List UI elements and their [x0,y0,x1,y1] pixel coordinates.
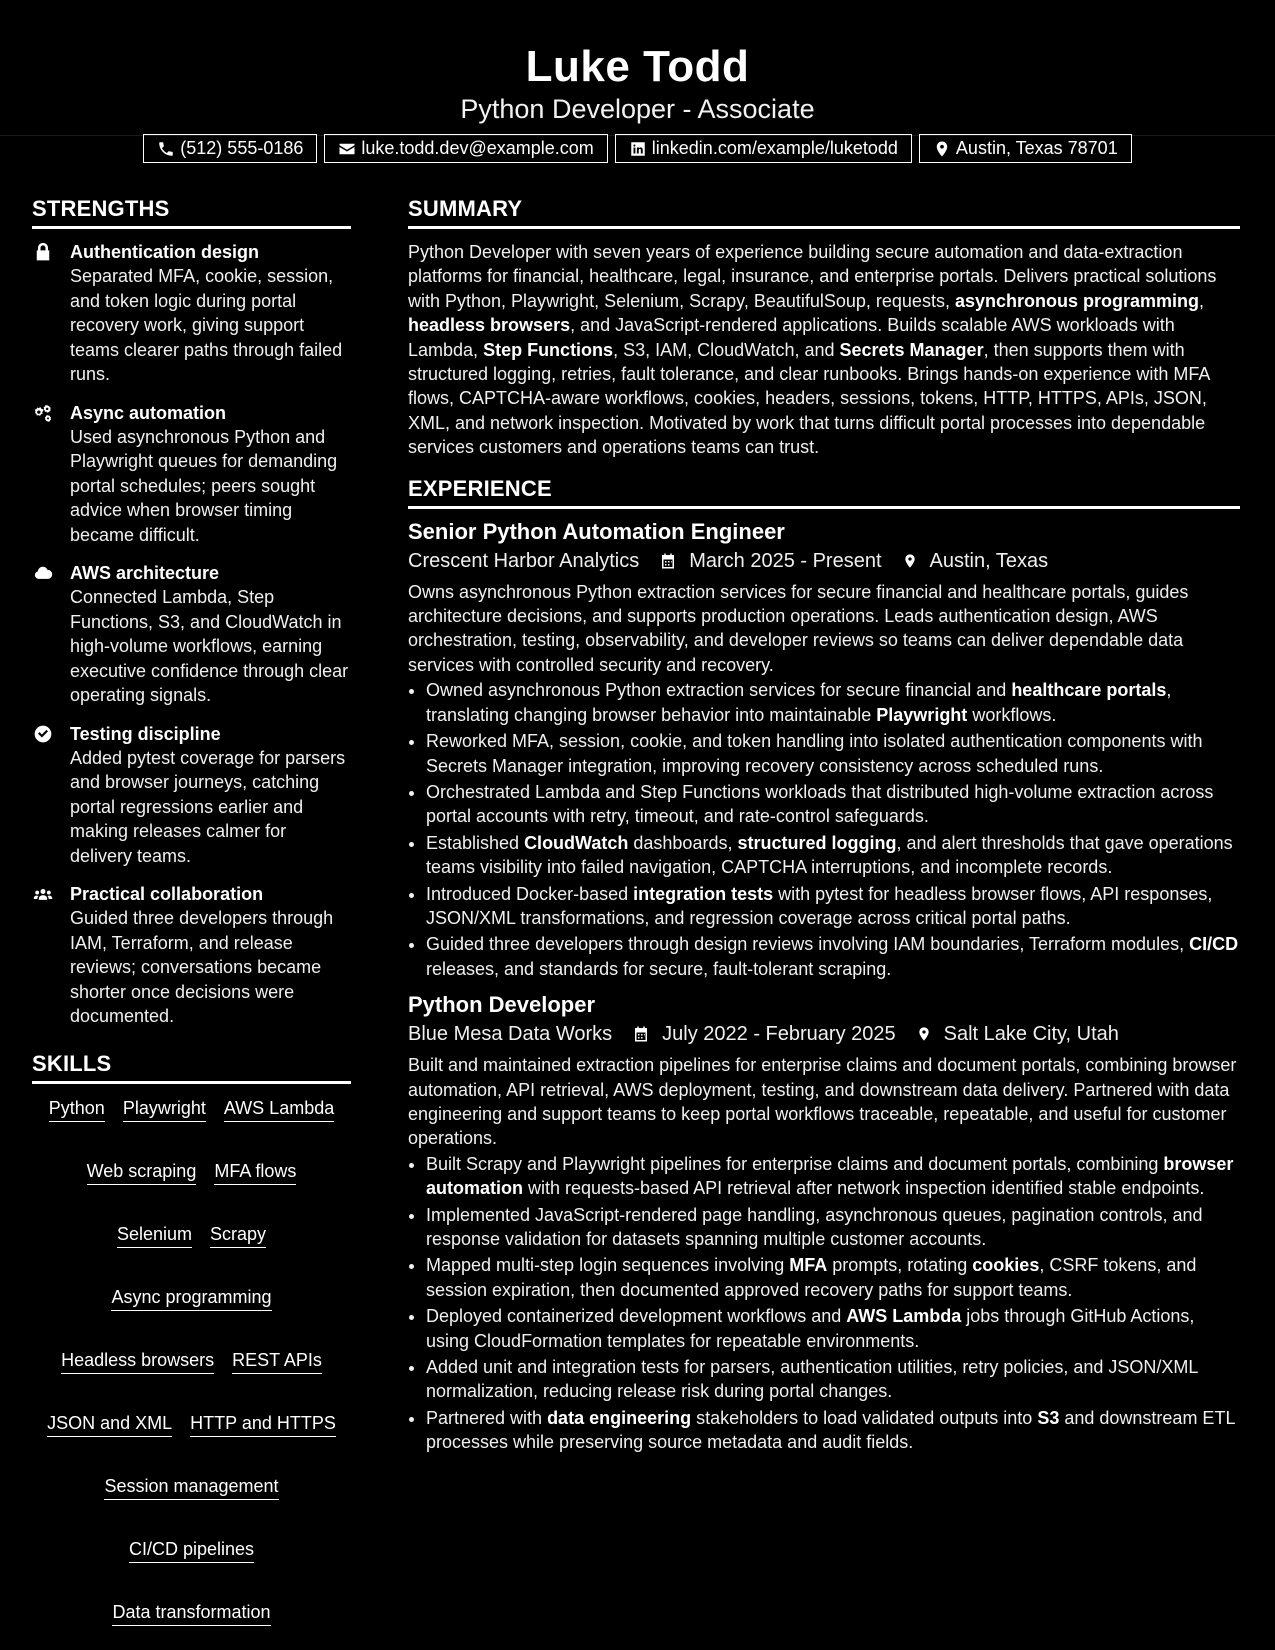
job-bullet: • Mapped multi-step login sequences involving MFA prompts, rotating cookies, CSRF tokens, and session expiration, then documented approved recovery paths for support teams. [426,1253,1240,1302]
job-company: Crescent Harbor Analytics [408,549,640,572]
strength-item [32,561,351,708]
calendar-icon [659,551,677,571]
location-pin-icon [902,551,918,571]
location-pin-icon [933,140,951,158]
strength-item [32,722,351,869]
job-bullet: • Added unit and integration tests for parsers, authentication utilities, retry policies, and JSON/XML normalization, reducing release risk during portal changes. [426,1355,1240,1404]
skill-tag: Python [49,1097,105,1122]
skill-tag: Scrapy [210,1223,266,1248]
job-bullet: • Deployed containerized development workflows and AWS Lambda jobs through GitHub Actions, using CloudFormation templates for repeatable environments. [426,1304,1240,1353]
contact-phone[interactable] [143,134,317,163]
summary-heading: SUMMARY [408,196,1240,229]
skill-tag: JSON and XML [47,1412,172,1437]
summary-text: Python Developer with seven years of experience building secure automation and data-extraction platforms for financial, healthcare, legal, insurance, and enterprise portals. Delivers practical solutions with Python, Playwright, Selenium, Scrapy, BeautifulSoup, requests, asynchronous programming, headless browsers, and JavaScript-rendered applications. Builds scalable AWS workloads with Lambda, Step Functions, S3, IAM, CloudWatch, and Secrets Manager, then supports them with structured logging, retries, fault tolerance, and clear runbooks. Brings hands-on experience with MFA flows, CAPTCHA-aware workflows, cookies, headers, sessions, tokens, HTTP, HTTPS, APIs, JSON, XML, and network inspection. Motivated by work that turns difficult portal processes into dependable services customers and operations teams can trust. [408,242,1217,458]
job-bullet: • Established CloudWatch dashboards, structured logging, and alert thresholds that gave operations teams visibility into failed navigation, CAPTCHA interruptions, and incomplete records. [426,831,1240,880]
right-column [408,196,1240,1467]
skills-list [32,1095,351,1626]
skills-section [32,1051,351,1626]
contact-linkedin[interactable] [615,134,912,163]
job-company: Blue Mesa Data Works [408,1023,613,1046]
experience-section [408,476,1240,1455]
location-pin-icon [916,1024,932,1044]
job-location: Austin, Texas [929,549,1049,572]
skill-tag: CI/CD pipelines [129,1538,254,1563]
skill-tag: Headless browsers [61,1349,214,1374]
experience-heading: EXPERIENCE [408,476,1240,509]
strength-item [32,882,351,1029]
strength-text: Separated MFA, cookie, session, and token logic during portal recovery work, giving support teams clearer paths through failed runs. [70,266,343,384]
contact-phone-text: (512) 555-0186 [180,138,304,158]
lock-icon [32,242,54,262]
strength-text: Connected Lambda, Step Functions, S3, and CloudWatch in high-volume workflows, earning executive confidence through clear operating signals. [70,587,349,705]
contact-email[interactable] [324,134,607,163]
job-entry [408,518,1240,982]
skill-tag: Session management [104,1475,278,1500]
job-bullet: • Reworked MFA, session, cookie, and token handling into isolated authentication components with Secrets Manager integration, improving recovery consistency across scheduled runs. [426,729,1240,778]
job-bullet: • Guided three developers through design reviews involving IAM boundaries, Terraform modules, CI/CD releases, and standards for secure, fault-tolerant scraping. [426,932,1240,981]
contact-location [919,134,1132,163]
resume-header [0,0,1275,158]
strength-title: AWS architecture [70,563,220,583]
job-bullet: • Introduced Docker-based integration tests with pytest for headless browser flows, API responses, JSON/XML transformations, and regression coverage across critical portal paths. [426,882,1240,931]
skill-tag: Web scraping [87,1160,197,1185]
job-dates: March 2025 - Present [689,549,882,572]
contact-linkedin-text: linkedin.com/example/luketodd [651,138,898,158]
strengths-heading: STRENGTHS [32,196,351,229]
check-circle-icon [32,724,54,744]
job-description: Built and maintained extraction pipelines for enterprise claims and document portals, combining browser automation, API retrieval, AWS deployment, testing, and downstream data delivery. Partnered with data engineering and support teams to keep portal workflows traceable, repeatable, and useful for customer operations. [408,1055,1237,1149]
cloud-icon [32,563,54,583]
skill-tag: HTTP and HTTPS [190,1412,336,1437]
job-bullet: • Partnered with data engineering stakeholders to load validated outputs into S3 and downstream ETL processes while preserving source metadata and audit fields. [426,1406,1240,1455]
candidate-title: Python Developer - Associate [460,94,815,124]
envelope-icon [338,140,356,158]
job-bullets [408,678,1240,981]
strength-title: Practical collaboration [70,884,264,904]
candidate-name: Luke Todd [525,42,750,91]
linkedin-icon [629,140,647,158]
contact-email-text: luke.todd.dev@example.com [361,138,594,158]
job-bullet: • Built Scrapy and Playwright pipelines for enterprise claims and document portals, combining browser automation with requests-based API retrieval after network inspection identified stable endpoints. [426,1152,1240,1201]
strength-item [32,240,351,387]
job-meta [408,546,1240,576]
job-meta [408,1019,1240,1049]
left-column [32,196,351,1626]
job-location: Salt Lake City, Utah [943,1023,1119,1046]
skills-heading: SKILLS [32,1051,351,1084]
strength-title: Async automation [70,402,227,423]
skill-tag: AWS Lambda [224,1097,334,1122]
job-bullet: • Owned asynchronous Python extraction services for secure financial and healthcare portals, translating changing browser behavior into maintainable Playwright workflows. [426,678,1240,727]
strength-text: Used asynchronous Python and Playwright queues for demanding portal schedules; peers sought advice when browser timing became difficult. [70,426,338,545]
contact-location-text: Austin, Texas 78701 [955,138,1118,158]
strength-title: Authentication design [70,242,259,262]
job-title: Python Developer [408,992,596,1018]
strength-title: Testing discipline [70,723,221,744]
job-bullet: • Orchestrated Lambda and Step Functions workloads that distributed high-volume extraction across portal accounts with retry, timeout, and rate-control safeguards. [426,780,1240,829]
job-bullet: • Implemented JavaScript-rendered page handling, asynchronous queues, pagination controls, and response validation for datasets spanning multiple customer accounts. [426,1203,1240,1252]
skill-tag: MFA flows [214,1160,296,1185]
calendar-icon [632,1024,650,1044]
skill-tag: Selenium [117,1223,192,1248]
skill-tag: REST APIs [232,1349,322,1374]
gears-icon [32,403,54,423]
job-bullets [408,1152,1240,1455]
users-icon [32,884,54,904]
strength-item [32,401,351,548]
strength-text: Guided three developers through IAM, Terraform, and release reviews; conversations became shorter once decisions were documented. [70,908,334,1026]
strength-text: Added pytest coverage for parsers and browser journeys, catching portal regressions earlier and making releases calmer for delivery teams. [70,747,346,866]
phone-icon [157,140,175,158]
job-title: Senior Python Automation Engineer [408,518,785,544]
contact-bar [0,134,1275,163]
skill-tag: Async programming [111,1286,271,1311]
job-dates: July 2022 - February 2025 [662,1023,896,1046]
skill-tag: Data transformation [112,1601,270,1626]
skill-tag: Playwright [123,1097,206,1122]
job-entry [408,991,1240,1455]
job-description: Owns asynchronous Python extraction services for secure financial and healthcare portals, guides architecture decisions, and supports production operations. Leads authentication design, AWS orchestration, testing, observability, and developer reviews so teams can deliver dependable data services with controlled security and recovery. [408,581,1189,675]
